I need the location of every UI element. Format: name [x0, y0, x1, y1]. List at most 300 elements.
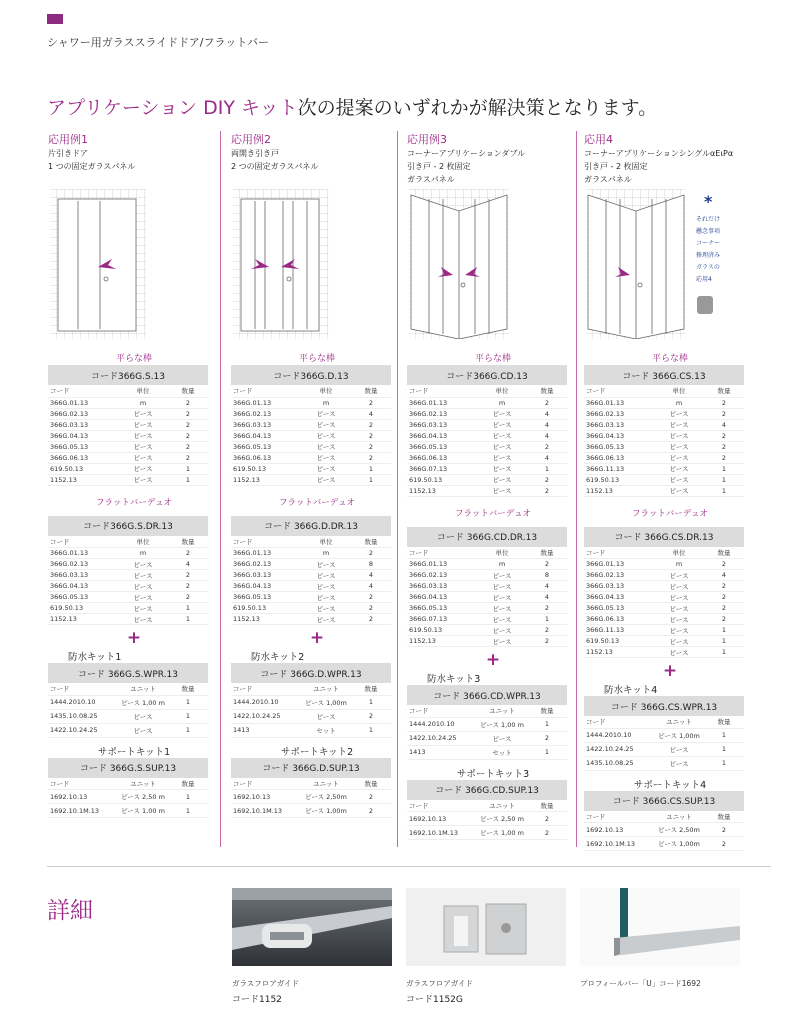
- table-row: [48, 709, 208, 723]
- table-row: [584, 614, 744, 625]
- table-cell: 2: [704, 614, 744, 625]
- col-header-code: コード: [231, 683, 301, 695]
- col-header-code: コード: [584, 385, 654, 397]
- flat-bar-duo-label: フラットバーデュオ: [455, 508, 531, 519]
- table-cell: 2: [351, 709, 391, 723]
- table-cell: 2: [527, 485, 567, 496]
- table-cell: 366G.04.13: [407, 592, 477, 603]
- parts-table: [48, 516, 208, 626]
- table-cell: ピース: [477, 731, 527, 745]
- kit-table: [48, 758, 208, 819]
- table-cell: 1692.10.13: [407, 812, 477, 826]
- table-cell: 366G.02.13: [48, 559, 118, 570]
- table-cell: m: [301, 548, 351, 559]
- table-row: [48, 452, 208, 463]
- table-cell: ピース 1,00 m: [118, 804, 168, 818]
- table-cell: 366G.05.13: [407, 441, 477, 452]
- table-cell: 366G.05.13: [584, 603, 654, 614]
- table-cell: ピース: [301, 463, 351, 474]
- support-kit-label: サポートキット4: [633, 779, 707, 791]
- table-cell: 4: [527, 452, 567, 463]
- table-row: [584, 837, 744, 851]
- table-row: [48, 474, 208, 485]
- table-row: [584, 647, 744, 658]
- table-cell: ピース: [477, 419, 527, 430]
- table-cell: 619.50.13: [231, 463, 301, 474]
- flat-bar-label: 平らな棒: [298, 354, 335, 364]
- note-line: コーナー: [696, 240, 721, 247]
- col-header-unit: ユニット: [118, 683, 168, 695]
- table-cell: 4: [527, 430, 567, 441]
- table-row: [231, 709, 391, 723]
- case-description: [48, 147, 220, 189]
- note-line: それだけ: [696, 216, 721, 223]
- table-cell: 1692.10.13: [231, 790, 301, 804]
- table-cell: ピース: [118, 474, 168, 485]
- table-cell: ピース 2,50 m: [477, 812, 527, 826]
- table-cell: 1: [704, 742, 744, 756]
- table-cell: 1: [704, 728, 744, 742]
- table-cell: 2: [704, 581, 744, 592]
- table-row: [584, 592, 744, 603]
- header-title: シャワー用ガラススライドドア/フラットバー: [47, 36, 270, 49]
- table-cell: 1444.2010.10: [48, 695, 118, 709]
- table-cell: m: [477, 559, 527, 570]
- col-header-unit: ユニット: [477, 705, 527, 717]
- table-cell: 1: [527, 463, 567, 474]
- table-cell: 2: [351, 603, 391, 614]
- plus-icon: +: [662, 661, 678, 681]
- table-row: [231, 463, 391, 474]
- table-cell: ピース: [118, 452, 168, 463]
- table-cell: 1152.13: [231, 474, 301, 485]
- table-cell: 1692.10.1M.13: [407, 826, 477, 840]
- kit-table: [584, 791, 744, 852]
- table-cell: 366G.01.13: [231, 397, 301, 408]
- table-code-header: コード 366G.CS.WPR.13: [584, 696, 744, 716]
- kit-table: [231, 663, 391, 738]
- table-cell: 1: [704, 647, 744, 658]
- table-cell: m: [118, 397, 168, 408]
- col-header-unit: ユニット: [654, 811, 704, 823]
- table-row: [48, 419, 208, 430]
- table-cell: ピース: [654, 485, 704, 496]
- table-cell: 366G.06.13: [584, 614, 654, 625]
- table-row: [407, 397, 567, 408]
- table-row: [584, 441, 744, 452]
- table-cell: 2: [351, 441, 391, 452]
- table-cell: 1: [351, 695, 391, 709]
- table-cell: 4: [527, 592, 567, 603]
- table-cell: 2: [704, 441, 744, 452]
- table-cell: 1422.10.24.25: [407, 731, 477, 745]
- col-header-code: コード: [48, 385, 118, 397]
- table-cell: 366G.02.13: [407, 570, 477, 581]
- table-row: [48, 463, 208, 474]
- table-row: [231, 723, 391, 737]
- col-header-code: コード: [407, 705, 477, 717]
- table-cell: 366G.05.13: [407, 603, 477, 614]
- col-header-unit: ユニット: [654, 716, 704, 728]
- table-cell: 366G.06.13: [231, 452, 301, 463]
- table-cell: 2: [351, 548, 391, 559]
- table-row: [231, 559, 391, 570]
- table-cell: ピース: [477, 452, 527, 463]
- table-cell: 1152.13: [407, 636, 477, 647]
- table-code-header: コード366G.S.13: [48, 365, 208, 385]
- table-code-header: コード 366G.D.DR.13: [231, 516, 391, 536]
- table-code-header: コード 366G.D.SUP.13: [231, 758, 391, 778]
- flat-bar-label: 平らな棒: [115, 354, 152, 364]
- table-cell: 2: [351, 790, 391, 804]
- support-kit-label: サポートキット1: [97, 746, 171, 758]
- table-cell: ピース: [477, 485, 527, 496]
- table-cell: 1692.10.13: [584, 823, 654, 837]
- col-header-qty: 数量: [168, 385, 208, 397]
- table-cell: ピース 1,00 m: [118, 695, 168, 709]
- table-cell: ピース: [477, 581, 527, 592]
- table-cell: 366G.01.13: [584, 559, 654, 570]
- table-row: [584, 463, 744, 474]
- table-cell: 2: [704, 559, 744, 570]
- table-cell: 4: [351, 581, 391, 592]
- table-cell: セット: [301, 723, 351, 737]
- table-cell: 2: [351, 804, 391, 818]
- waterproof-kit-label: 防水キット4: [604, 685, 658, 696]
- table-cell: 2: [704, 430, 744, 441]
- table-cell: ピース 2,50m: [654, 823, 704, 837]
- flat-bar-duo-label: フラットバーデュオ: [96, 497, 172, 508]
- table-cell: ピース: [301, 452, 351, 463]
- description-line: 2 つの固定ガラスパネル: [231, 162, 319, 171]
- table-cell: 366G.01.13: [231, 548, 301, 559]
- table-cell: ピース: [301, 603, 351, 614]
- col-header-code: コード: [407, 547, 477, 559]
- table-cell: 366G.11.13: [584, 463, 654, 474]
- table-row: [407, 812, 567, 826]
- table-cell: 366G.02.13: [48, 408, 118, 419]
- table-cell: 2: [168, 441, 208, 452]
- table-cell: ピース: [654, 603, 704, 614]
- table-cell: m: [654, 559, 704, 570]
- col-header-unit: ユニット: [301, 683, 351, 695]
- table-row: [584, 559, 744, 570]
- table-cell: 1: [527, 717, 567, 731]
- col-header-code: コード: [584, 547, 654, 559]
- table-row: [231, 474, 391, 485]
- detail-caption: プロフィールバー「U」コード1692: [580, 979, 701, 988]
- table-row: [48, 408, 208, 419]
- shower-door-illustration: [48, 189, 220, 339]
- col-header-qty: 数量: [527, 800, 567, 812]
- col-header-unit: 単位: [654, 385, 704, 397]
- table-cell: 2: [704, 397, 744, 408]
- table-row: [407, 636, 567, 647]
- col-header-code: コード: [48, 683, 118, 695]
- table-row: [407, 559, 567, 570]
- shower-door-illustration: [407, 189, 579, 339]
- table-cell: 4: [351, 570, 391, 581]
- table-cell: 2: [527, 474, 567, 485]
- table-cell: 2: [527, 397, 567, 408]
- table-cell: 2: [168, 581, 208, 592]
- table-cell: m: [118, 548, 168, 559]
- table-cell: 1152.13: [231, 614, 301, 625]
- table-row: [584, 625, 744, 636]
- note-line: 応用4: [696, 276, 712, 283]
- table-row: [584, 397, 744, 408]
- table-cell: 366G.01.13: [407, 559, 477, 570]
- page-headline: [47, 93, 657, 120]
- table-cell: 2: [704, 603, 744, 614]
- table-cell: 366G.04.13: [407, 430, 477, 441]
- table-cell: ピース: [301, 614, 351, 625]
- table-cell: 2: [704, 452, 744, 463]
- table-cell: ピース: [301, 581, 351, 592]
- table-row: [407, 419, 567, 430]
- table-cell: 1152.13: [407, 485, 477, 496]
- table-cell: 366G.03.13: [48, 570, 118, 581]
- table-row: [407, 731, 567, 745]
- table-cell: ピース: [654, 581, 704, 592]
- table-cell: ピース: [118, 581, 168, 592]
- table-cell: 1422.10.24.25: [584, 742, 654, 756]
- parts-table: [231, 516, 391, 626]
- waterproof-kit-label: 防水キット1: [68, 652, 122, 663]
- table-row: [584, 485, 744, 496]
- table-cell: ピース 2,50 m: [118, 790, 168, 804]
- table-row: [231, 397, 391, 408]
- table-code-header: コード 366G.S.WPR.13: [48, 663, 208, 683]
- col-header-code: コード: [48, 778, 118, 790]
- table-cell: 2: [704, 837, 744, 851]
- table-cell: ピース: [301, 408, 351, 419]
- table-cell: 2: [168, 397, 208, 408]
- table-cell: ピース: [118, 603, 168, 614]
- parts-table: [584, 527, 744, 659]
- table-cell: 366G.02.13: [231, 559, 301, 570]
- col-header-qty: 数量: [351, 683, 391, 695]
- table-cell: 4: [527, 419, 567, 430]
- detail-item: [580, 888, 740, 989]
- table-cell: ピース: [118, 559, 168, 570]
- parts-table: [584, 365, 744, 497]
- table-row: [584, 603, 744, 614]
- table-row: [584, 408, 744, 419]
- shower-door-illustration: [231, 189, 403, 339]
- table-cell: 366G.02.13: [407, 408, 477, 419]
- table-row: [48, 723, 208, 737]
- parts-table: [48, 365, 208, 486]
- table-cell: 1: [168, 474, 208, 485]
- table-cell: 366G.06.13: [48, 452, 118, 463]
- table-cell: 1: [527, 614, 567, 625]
- flat-bar-duo-label: フラットバーデュオ: [279, 497, 355, 508]
- table-cell: ピース: [477, 603, 527, 614]
- support-kit-label: サポートキット2: [280, 746, 354, 758]
- table-cell: 1435.10.08.25: [48, 709, 118, 723]
- col-header-unit: ユニット: [118, 778, 168, 790]
- table-cell: ピース: [654, 441, 704, 452]
- table-row: [407, 408, 567, 419]
- table-cell: ピース: [477, 441, 527, 452]
- detail-code: コード1152: [232, 995, 282, 1005]
- table-cell: 366G.05.13: [48, 592, 118, 603]
- table-cell: ピース: [654, 756, 704, 770]
- case-title: 応用例1: [48, 133, 88, 146]
- note-text: [696, 214, 720, 286]
- col-header-qty: 数量: [527, 705, 567, 717]
- table-row: [584, 823, 744, 837]
- table-cell: 2: [527, 441, 567, 452]
- parts-table: [407, 365, 567, 497]
- description-line: 1 つの固定ガラスパネル: [48, 162, 136, 171]
- table-cell: 366G.04.13: [48, 581, 118, 592]
- table-cell: 619.50.13: [407, 474, 477, 485]
- table-cell: 1: [704, 625, 744, 636]
- flat-bar-label: 平らな棒: [474, 354, 511, 364]
- table-cell: ピース: [118, 592, 168, 603]
- headline-accent: アプリケーション DIY キット: [47, 97, 298, 119]
- col-header-code: コード: [407, 800, 477, 812]
- description-line: ガラスパネル: [584, 175, 632, 184]
- table-cell: 619.50.13: [407, 625, 477, 636]
- table-cell: 1692.10.1M.13: [48, 804, 118, 818]
- table-row: [231, 408, 391, 419]
- case-description: [231, 147, 403, 189]
- col-header-code: コード: [231, 778, 301, 790]
- table-cell: 366G.03.13: [584, 581, 654, 592]
- table-cell: ピース: [654, 647, 704, 658]
- table-row: [48, 397, 208, 408]
- table-row: [584, 570, 744, 581]
- table-cell: 1: [168, 804, 208, 818]
- table-cell: 2: [351, 419, 391, 430]
- table-cell: 1413: [231, 723, 301, 737]
- table-cell: 2: [527, 625, 567, 636]
- table-cell: 1692.10.1M.13: [584, 837, 654, 851]
- table-cell: 366G.05.13: [231, 441, 301, 452]
- table-cell: 366G.11.13: [584, 625, 654, 636]
- kit-table: [407, 685, 567, 760]
- table-cell: 2: [704, 823, 744, 837]
- table-code-header: コード366G.D.13: [231, 365, 391, 385]
- table-cell: ピース: [477, 430, 527, 441]
- table-row: [48, 592, 208, 603]
- plus-icon: +: [485, 650, 501, 670]
- case-title: 応用例3: [407, 133, 447, 146]
- table-row: [407, 581, 567, 592]
- col-header-unit: 単位: [118, 536, 168, 548]
- table-row: [584, 430, 744, 441]
- table-row: [407, 592, 567, 603]
- col-header-qty: 数量: [351, 778, 391, 790]
- table-cell: ピース: [118, 709, 168, 723]
- table-cell: 1152.13: [584, 647, 654, 658]
- table-code-header: コード366G.S.DR.13: [48, 516, 208, 536]
- table-cell: 366G.04.13: [231, 430, 301, 441]
- waterproof-kit-label: 防水キット3: [427, 674, 481, 685]
- table-row: [48, 570, 208, 581]
- table-row: [584, 728, 744, 742]
- table-cell: 366G.02.13: [584, 408, 654, 419]
- table-cell: セット: [477, 745, 527, 759]
- table-cell: ピース: [301, 474, 351, 485]
- table-cell: 2: [351, 430, 391, 441]
- table-cell: 1413: [407, 745, 477, 759]
- table-code-header: コード 366G.CS.DR.13: [584, 527, 744, 547]
- table-cell: 2: [704, 592, 744, 603]
- table-cell: 366G.01.13: [48, 548, 118, 559]
- col-header-unit: 単位: [301, 536, 351, 548]
- col-header-unit: ユニット: [301, 778, 351, 790]
- table-cell: 1: [351, 723, 391, 737]
- application-case: [584, 131, 756, 851]
- table-cell: 2: [704, 408, 744, 419]
- table-row: [231, 441, 391, 452]
- col-header-qty: 数量: [527, 547, 567, 559]
- description-line: 両開き引き戸: [231, 149, 279, 158]
- table-row: [407, 614, 567, 625]
- table-cell: ピース: [654, 430, 704, 441]
- table-cell: ピース: [654, 463, 704, 474]
- col-header-code: コード: [48, 536, 118, 548]
- table-row: [407, 826, 567, 840]
- table-cell: ピース: [654, 742, 704, 756]
- table-cell: 4: [527, 581, 567, 592]
- table-cell: 4: [704, 419, 744, 430]
- table-row: [48, 804, 208, 818]
- table-cell: 1: [168, 790, 208, 804]
- table-cell: ピース: [118, 463, 168, 474]
- table-cell: 1: [704, 463, 744, 474]
- flat-bar-duo-label: フラットバーデュオ: [632, 508, 708, 519]
- support-kit-label: サポートキット3: [456, 768, 530, 780]
- table-cell: 1152.13: [48, 614, 118, 625]
- table-cell: 366G.04.13: [48, 430, 118, 441]
- table-row: [407, 474, 567, 485]
- table-cell: 1: [168, 723, 208, 737]
- table-cell: 4: [704, 570, 744, 581]
- table-cell: 619.50.13: [48, 603, 118, 614]
- note-line: 懸念事項: [696, 228, 721, 235]
- note-asterisk: *: [704, 192, 713, 211]
- col-header-qty: 数量: [527, 385, 567, 397]
- table-cell: 1422.10.24.25: [48, 723, 118, 737]
- table-cell: 2: [168, 430, 208, 441]
- table-cell: ピース: [301, 430, 351, 441]
- table-cell: ピース 1,00 m: [477, 717, 527, 731]
- table-cell: 366G.03.13: [407, 581, 477, 592]
- table-cell: 619.50.13: [584, 474, 654, 485]
- headline-rest: 次の提案のいずれかが解決策となります。: [297, 97, 658, 119]
- col-header-code: コード: [584, 811, 654, 823]
- table-cell: ピース: [654, 636, 704, 647]
- table-row: [231, 695, 391, 709]
- table-cell: 4: [168, 559, 208, 570]
- table-cell: 2: [168, 592, 208, 603]
- col-header-qty: 数量: [704, 811, 744, 823]
- table-row: [231, 570, 391, 581]
- table-cell: 1: [168, 709, 208, 723]
- kit-table: [48, 663, 208, 738]
- col-header-unit: 単位: [301, 385, 351, 397]
- table-row: [407, 485, 567, 496]
- note-line: 修理済み: [696, 252, 721, 259]
- table-cell: 2: [351, 397, 391, 408]
- brand-mark: [47, 14, 63, 24]
- detail-item: [232, 888, 392, 1005]
